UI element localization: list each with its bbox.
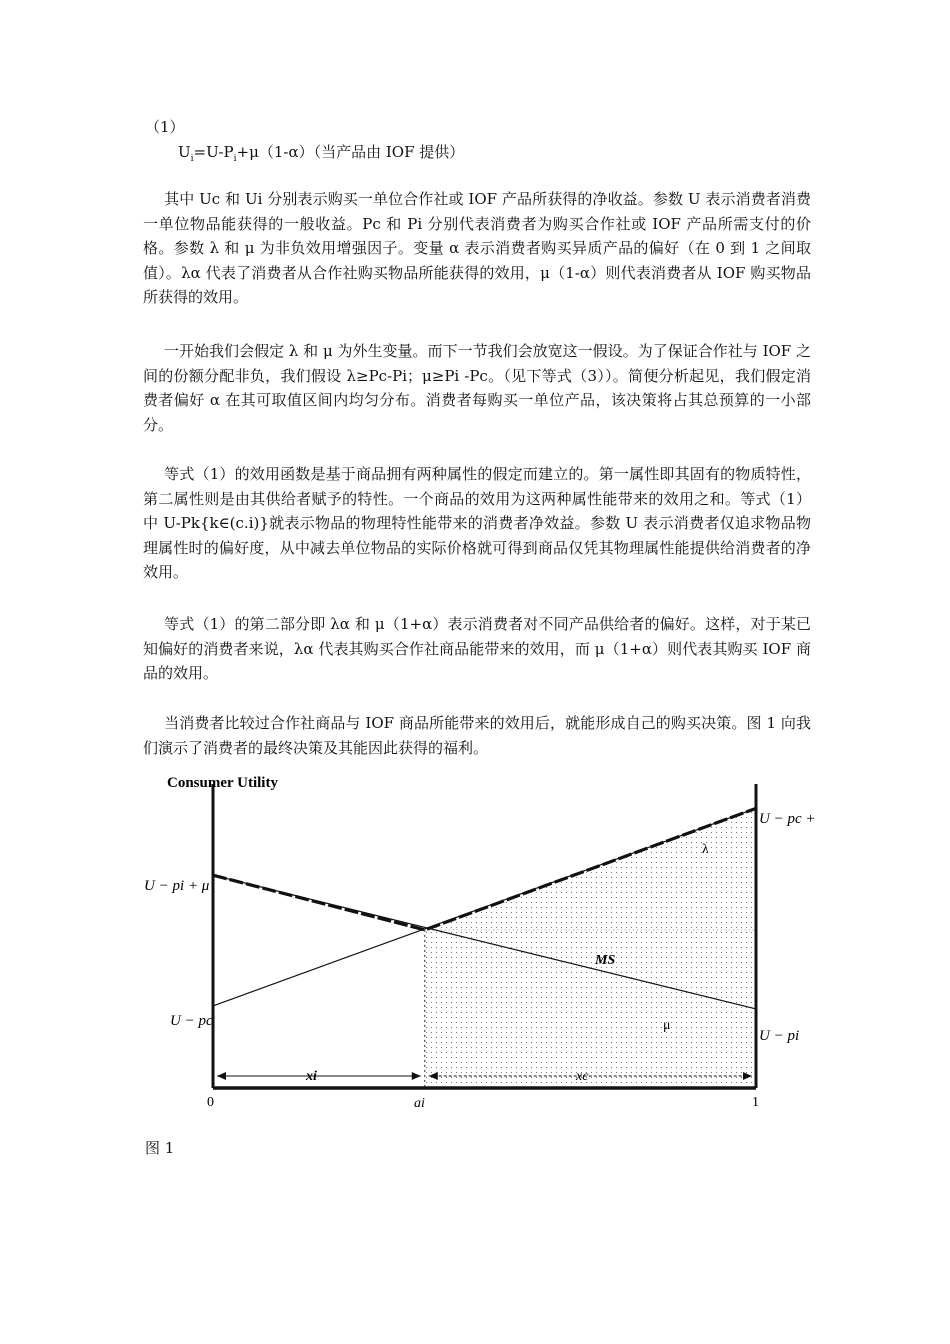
label-right-coop: U − pc + — [759, 811, 816, 827]
paragraph-4 — [143, 612, 811, 686]
figure-caption: 图 1 — [145, 1139, 175, 1157]
paragraph-2-text: 一开始我们会假定 λ 和 μ 为外生变量。而下一节我们会放宽这一假设。为了保证合作社与 IOF 之间的份额分配非负，我们假设 λ≥Pc-Pi；μ≥Pi -Pc。（见下等式（3））。简便分析起见，我们假定消费者偏好 α 在其可取值区间内均匀分布。消费者每购买一单位产品，该决策将占其总预算的一小部分。 — [143, 342, 811, 434]
equation: $U_i=U-P_i+\mu(1-\alpha)$（当产品由 IOF 提供） — [178, 143, 465, 164]
y-axis-title: Consumer Utility — [167, 775, 278, 791]
arrowhead-right-xi — [412, 1072, 421, 1080]
label-right-iof: U − pi — [759, 1028, 800, 1044]
paragraph-2 — [143, 339, 811, 437]
equation-number: （1） — [145, 118, 185, 136]
region-label-lambda: λ — [702, 842, 709, 857]
label-left-coop: U − pc — [170, 1013, 213, 1029]
x-tick-0: 0 — [207, 1095, 214, 1110]
interval-label-xc: xc — [576, 1069, 589, 1084]
paragraph-5-text: 当消费者比较过合作社商品与 IOF 商品所能带来的效用后，就能形成自己的购买决策。图 1 向我们演示了消费者的最终决策及其能因此获得的福利。 — [143, 714, 811, 757]
paragraph-4-text: 等式（1）的第二部分即 λα 和 μ（1+α）表示消费者对不同产品供给者的偏好。这样，对于某已知偏好的消费者来说，λα 代表其购买合作社商品能带来的效用，而 μ（1+α）则代表其购买 IOF 商品的效用。 — [143, 615, 811, 682]
interval-label-xi: xi — [306, 1069, 317, 1084]
paragraph-1 — [143, 187, 811, 310]
region-label-mu: μ — [663, 1018, 671, 1033]
paragraph-3-text: 等式（1）的效用函数是基于商品拥有两种属性的假定而建立的。第一属性即其固有的物质特性，第二属性则是由其供给者赋予的特性。一个商品的效用为这两种属性能带来的效用之和。等式（1）中 U-Pk{k∈(c.i)}就表示物品的物理特性能带来的消费者净效益。参数 U 表示消费者仅追求物品物理属性时的偏好度，从中减去单位物品的实际价格就可得到商品仅凭其物理属性能提供给消费者的净效用。 — [143, 465, 811, 581]
paragraph-5 — [143, 711, 811, 760]
chart-marks — [213, 784, 756, 1088]
figure-1-chart — [140, 766, 820, 1136]
region-label-ms: MS — [595, 953, 616, 968]
x-tick-1: 1 — [752, 1095, 759, 1110]
paragraph-3 — [143, 462, 811, 585]
paragraph-1-text: 其中 Uc 和 Ui 分别表示购买一单位合作社或 IOF 产品所获得的净收益。参数 U 表示消费者消费一单位物品能获得的一般收益。Pc 和 Pi 分别代表消费者为购买合作社或 IOF 产品所需支付的价格。参数 λ 和 μ 为非负效用增强因子。变量 α 表示消费者购买异质产品的偏好（在 0 到 1 之间取值）。λα 代表了消费者从合作社购买物品所能获得的效用，μ（1-α）则代表消费者从 IOF 购买物品所获得的效用。 — [143, 190, 811, 306]
x-tick-ai: ai — [414, 1096, 425, 1111]
label-left-iof: U − pi + μ — [144, 878, 210, 894]
arrowhead-left-xi — [217, 1072, 226, 1080]
